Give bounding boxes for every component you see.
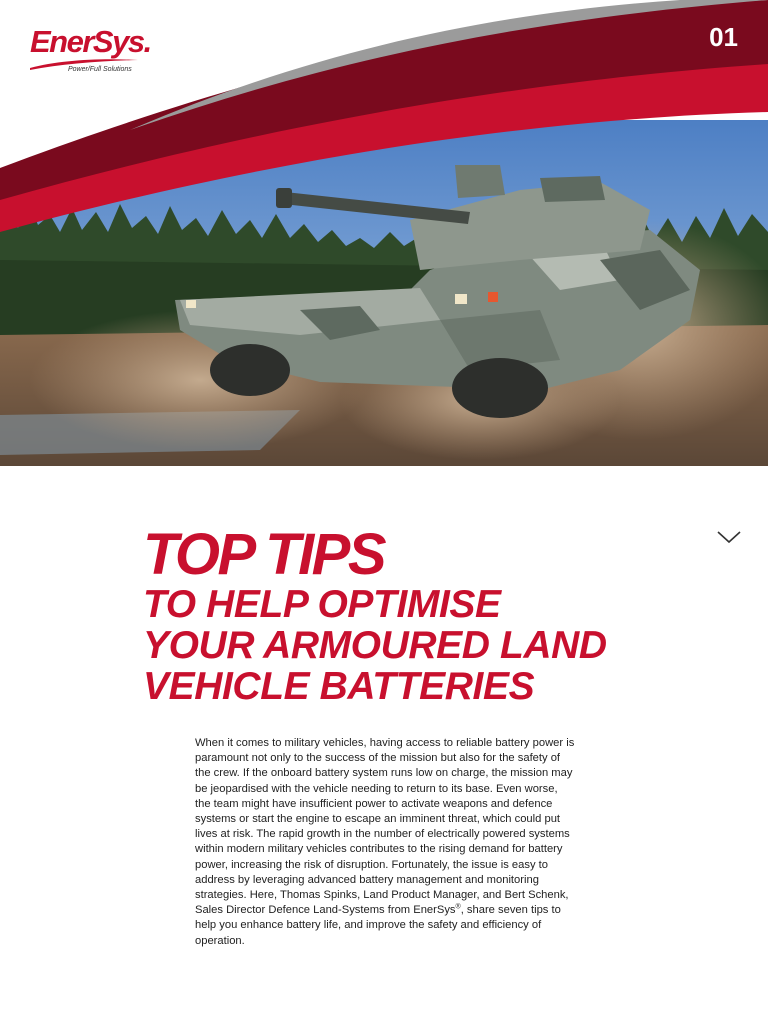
title-block	[143, 523, 743, 707]
subtitle-line: VEHICLE BATTERIES	[143, 665, 535, 708]
page-number: 01	[709, 22, 738, 52]
page-title: TOP TIPS	[143, 522, 385, 587]
intro-text: When it comes to military vehicles, having access to reliable battery power is paramount not only to the success of the mission but also for the safety of the crew. If the onboard battery system runs low on charge, the mission may be jeopardised with the vehicle needing to return to its base. Even worse, the team might have insufficient power to activate weapons and defence systems or start the engine to escape an imminent threat, which could put lives at risk. The rapid growth in the number of electrically powered systems within modern military vehicles contributes to the rising demand for battery power, increasing the risk of disruption. Fortunately, the issue is easy to address by leveraging advanced battery management and monitoring strategies. Here, Thomas Spinks, Land Product Manager, and Bert Schenk, Sales Director Defence Land-Systems from EnerSys	[195, 737, 575, 917]
subtitle-line: TO HELP OPTIMISE	[143, 583, 501, 626]
intro-paragraph	[195, 736, 575, 949]
page-subtitle	[143, 584, 743, 707]
registered-mark: ®	[455, 903, 461, 911]
intro-text-end: , share seven tips to help you enhance battery life, and improve the safety and efficiency of operation.	[195, 904, 561, 947]
logo-wordmark: EnerSys.	[30, 24, 151, 59]
subtitle-line: YOUR ARMOURED LAND	[143, 624, 607, 667]
logo-tagline: Power/Full Solutions	[68, 66, 132, 73]
